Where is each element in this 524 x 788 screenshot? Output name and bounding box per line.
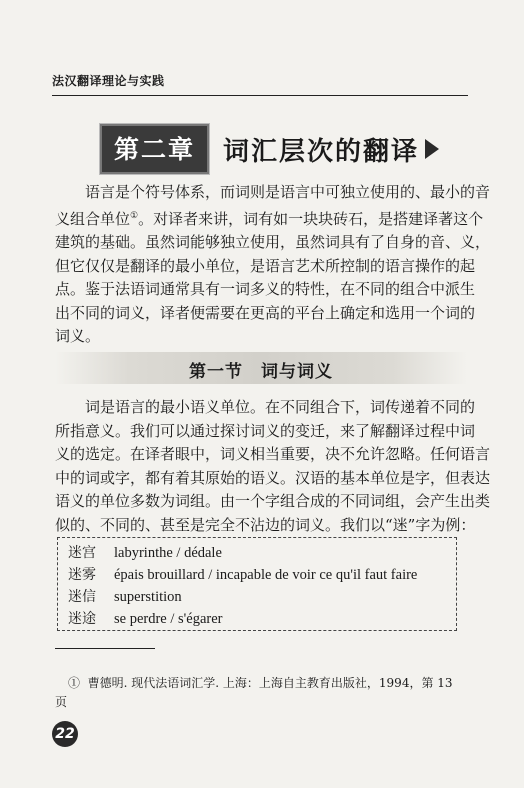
footnote-rule — [55, 648, 155, 649]
footnote-continuation: 页 — [55, 695, 68, 709]
footnote-text: 曹德明. 现代法语词汇学. 上海：上海自主教育出版社，1994，第 13 — [87, 676, 453, 690]
footnote-ref: ① — [130, 210, 139, 221]
example-row — [68, 586, 182, 606]
triangle-right-icon — [425, 139, 439, 159]
example-term: 迷信 — [68, 589, 96, 605]
footnote-mark: ① — [68, 676, 81, 690]
text-fragment: 。对译者来讲，词有如一块块砖石，是搭建译著这个 — [138, 209, 484, 228]
example-box — [57, 537, 457, 631]
example-term: 迷宫 — [68, 545, 96, 561]
text-line: 建筑的基础。虽然词能够独立使用，虽然词具有了自身的音、义， — [55, 233, 491, 251]
header-rule — [52, 95, 468, 96]
text-line: 义的选定。在译者眼中，词义相当重要，决不允许忽略。任何语言 — [55, 445, 491, 463]
running-head: 法汉翻译理论与实践 — [52, 74, 165, 88]
example-definition: épais brouillard / incapable de voir ce qu'il faut faire — [114, 567, 418, 583]
example-definition: superstition — [114, 589, 182, 605]
text-line: 中的词或字，都有着其原始的语义。汉语的基本单位是字，但表达 — [55, 468, 491, 487]
text-line: 所指意义。我们可以通过探讨词义的变迁，来了解翻译过程中词 — [55, 421, 476, 440]
text-line: 似的、不同的、甚至是完全不沾边的词义。我们以“迷”字为例： — [55, 515, 476, 534]
text-line: 点。鉴于法语词通常具有一词多义的特性，在不同的组合中派生 — [55, 280, 476, 298]
text-fragment: 义组合单位 — [55, 209, 131, 228]
footnote — [68, 673, 468, 693]
chapter-label: 第二章 — [100, 124, 209, 174]
text-line: 但它仅仅是翻译的最小单位，是语言艺术所控制的语言操作的起 — [55, 256, 476, 275]
example-row — [68, 608, 222, 628]
body-paragraph — [55, 396, 491, 537]
example-definition: labyrinthe / dédale — [114, 545, 222, 561]
example-term: 迷雾 — [68, 567, 96, 583]
example-row — [68, 564, 417, 584]
text-line: 语言是个符号体系，而词则是语言中可独立使用的、最小的音 — [85, 183, 491, 201]
chapter-heading — [100, 126, 439, 172]
text-line — [55, 205, 484, 232]
section-heading — [55, 352, 467, 384]
example-term: 迷途 — [68, 611, 96, 627]
chapter-title: 词汇层次的翻译 — [223, 136, 420, 167]
text-line: 词是语言的最小语义单位。在不同组合下，词传递着不同的 — [85, 398, 476, 416]
page-number: 22 — [52, 721, 78, 747]
example-row — [68, 542, 222, 562]
text-line: 词义。 — [55, 327, 101, 345]
text-line: 出不同的词义，译者便需要在更高的平台上确定和选用一个词的 — [55, 303, 476, 322]
section-title: 第一节 词与词义 — [189, 362, 333, 382]
example-definition: se perdre / s'égarer — [114, 611, 223, 627]
intro-paragraph — [55, 181, 491, 349]
text-line: 语义的单位多数为词组。由一个字组合成的不同词组，会产生出类 — [55, 492, 491, 510]
